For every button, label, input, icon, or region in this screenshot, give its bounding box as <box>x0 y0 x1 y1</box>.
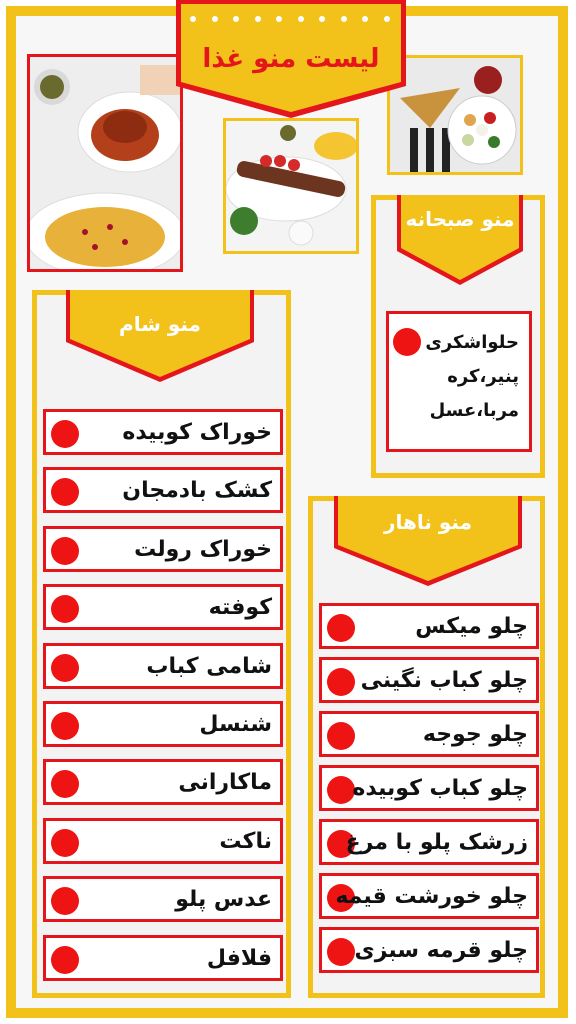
dinner-item <box>43 643 283 689</box>
lunch-item-label: چلو خورشت قیمه <box>335 884 528 909</box>
bullet-dot <box>51 829 79 857</box>
bullet-dot <box>327 614 355 642</box>
lunch-item <box>319 927 539 973</box>
dinner-item-label: ناکت <box>219 828 272 854</box>
bullet-dot <box>327 668 355 696</box>
dinner-item <box>43 467 283 513</box>
bullet-dot <box>51 595 79 623</box>
lunch-pennant <box>334 496 522 588</box>
bullet-dot <box>51 712 79 740</box>
bullet-dot <box>51 420 79 448</box>
breakfast-line: مربا،عسل <box>429 400 519 421</box>
dinner-item <box>43 701 283 747</box>
page-title: لیست منو غذا <box>202 44 380 74</box>
bullet-dot <box>393 328 421 356</box>
dinner-item-label: خوراک رولت <box>134 536 272 562</box>
title-banner <box>176 0 406 120</box>
dinner-item-label: عدس پلو <box>175 887 272 913</box>
bullet-dot <box>51 537 79 565</box>
dinner-item-label: ماکارانی <box>178 770 272 796</box>
breakfast-box <box>386 311 532 452</box>
dinner-item <box>43 409 283 455</box>
lunch-item <box>319 765 539 811</box>
lunch-item <box>319 819 539 865</box>
decorative-dots <box>190 16 390 22</box>
dinner-item-label: شامی کباب <box>146 653 272 679</box>
bullet-dot <box>51 770 79 798</box>
dinner-item <box>43 876 283 922</box>
dinner-item-label: فلافل <box>206 945 272 971</box>
kebab-platter-photo <box>223 118 359 254</box>
dinner-item <box>43 584 283 630</box>
breakfast-line: پنیر،کره <box>447 366 519 387</box>
lunch-item-label: چلو کباب نگینی <box>360 668 528 693</box>
lunch-item-label: چلو جوجه <box>422 722 528 747</box>
dinner-title: منو شام <box>119 312 201 336</box>
bullet-dot <box>327 722 355 750</box>
bullet-dot <box>327 938 355 966</box>
dinner-item-label: شنسل <box>199 712 272 737</box>
lunch-item <box>319 603 539 649</box>
lunch-item-label: چلو قرمه سبزی <box>354 938 528 963</box>
breakfast-line: حلواشکری <box>425 332 519 353</box>
bullet-dot <box>51 478 79 506</box>
breakfast-platter-photo <box>387 55 523 175</box>
dinner-item-label: کشک بادمجان <box>122 478 272 504</box>
lunch-item <box>319 657 539 703</box>
bullet-dot <box>51 946 79 974</box>
lunch-item <box>319 873 539 919</box>
dinner-item <box>43 759 283 805</box>
lunch-title: منو ناهار <box>384 510 472 534</box>
lunch-item-label: چلو میکس <box>415 614 528 639</box>
dinner-item <box>43 526 283 572</box>
lunch-item-label: چلو کباب کوبیده <box>352 776 528 801</box>
bullet-dot <box>51 654 79 682</box>
lunch-item-label: زرشک پلو با مرغ <box>345 830 528 855</box>
dinner-item-label: خوراک کوبیده <box>122 420 272 445</box>
breakfast-pennant <box>397 195 523 287</box>
breakfast-title: منو صبحانه <box>405 207 515 231</box>
dinner-item-label: کوفته <box>208 595 272 621</box>
bullet-dot <box>327 776 355 804</box>
dinner-pennant <box>66 290 254 384</box>
dinner-item <box>43 935 283 981</box>
lunch-item <box>319 711 539 757</box>
bullet-dot <box>51 887 79 915</box>
stew-and-rice-photo <box>27 54 183 272</box>
dinner-item <box>43 818 283 864</box>
